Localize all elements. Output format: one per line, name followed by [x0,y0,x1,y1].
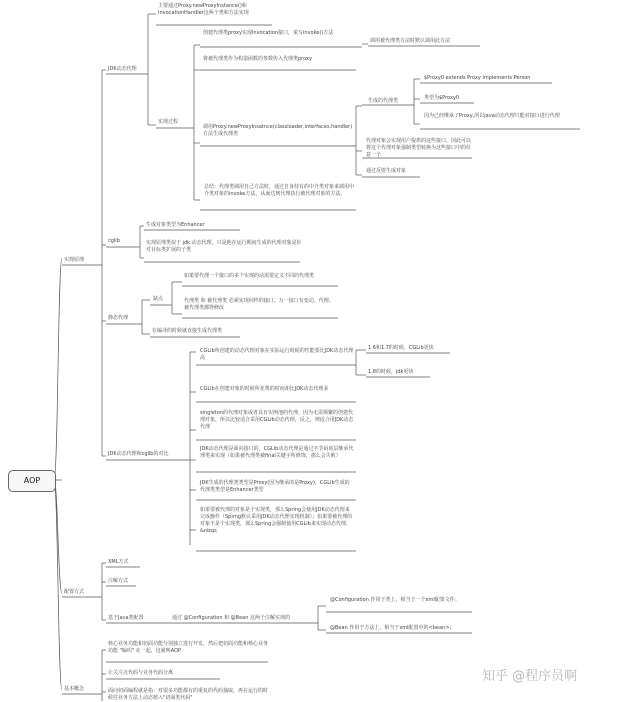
node-jdk-gen3[interactable]: 因为已经继承了Proxy,所以java动态代理只能对接口进行代理 [424,113,560,119]
node-config-xml[interactable]: XML方式 [108,559,129,565]
branch-implementation[interactable]: 实现原理 [64,257,85,263]
node-compare-c2[interactable]: CGLib在创建对象的时候所花费的时间却比JDK动态代理多 [200,386,329,392]
node-static-cons[interactable]: 缺点 [153,296,164,302]
node-compare-c4[interactable]: JDK动态代理是面向接口的，CGLib动态代理是通过字节码底层继承代理类来实现（如果被代理类被final关键字所修饰，那么会失败） [200,446,354,459]
node-jdk-step1-note[interactable]: 调用被代理类方法时默认调用此方法 [370,38,451,44]
node-config-j1[interactable]: @Configuration 作用于类上，相当于一个xml配置文件； [330,597,460,603]
watermark: 知乎 @程序员啊 [482,669,578,684]
node-jdk-proxy[interactable]: JDK动态代理 [108,66,137,72]
node-cglib[interactable]: cglib [108,238,120,244]
node-compare-c1[interactable]: CGLib所创建的动态代理对象在实际运行时候的性能要比JDK动态代理高 [200,348,354,361]
node-compare-c5[interactable]: JDK生成的代理类类型是Proxy(因为继承的是Proxy)，CGLib生成的代理类类型是Enhancer类型 [200,480,350,493]
node-jdk-step2[interactable]: 将被代理类作为构造函数的参数传入代理类proxy [203,56,312,62]
node-compare-c3[interactable]: singleton的代理对象或者具有实例池的代理，因为无需频繁的创建代理对象，所以比较适合采用CGLib动态代理，反之，则适合用JDK动态代理 [200,410,354,430]
node-jdk-pass[interactable]: 代理对象会实现用户提供的这些接口，因此可以将这个代理对象强制类型转换为这些接口中的任意一个 [366,138,472,158]
node-basic-b3[interactable]: 面向切面编程就是指：对很多功能都有的重复的代码抽取，再在运行的时候往业务方法上动态植入"切面类代码" [108,688,269,701]
node-config-java-note[interactable]: 通过 @Configuration 和 @Bean 这两个注解实现的 [172,615,291,621]
node-basic-b1[interactable]: 核心业务功能和切面功能分别独立进行开发，然后把切面功能和核心业务功能 "编织" 在一起，这就叫AOP [108,641,269,654]
node-config-j2[interactable]: @Bean 作用于方法上，相当于xml配置中的<bean>； [330,625,455,631]
node-jdk-summary[interactable]: 总结：代理类调用自己方法时，通过自身持有的中介类对象来调用中介类对象的invoke方法，从而达到代理执行被代理对象的方法。 [204,184,355,197]
node-cglib-b[interactable]: 实现原理类似于 jdk 动态代理，只是他在运行期间生成的代理对象是针对目标类扩展的子类 [146,240,302,253]
node-jdk-process[interactable]: 实现过程 [158,119,179,125]
node-compare-c6[interactable]: 如果要被代理的对象是个实现类，那么Spring会使用JDK动态代理来完成操作（Spirng默认采用JDK动态代理实现机制）；如果要被代理的对象不是个实现类，那么Spring会强制使用CGLib来实现动态代理。&nbsp; [200,507,353,534]
node-compare-c1a[interactable]: 1.6和1.7的时候，CGLib更快 [368,345,434,351]
node-config-annotation[interactable]: 注解方式 [108,578,129,584]
node-static-c2[interactable]: 代理类 和 被代理类 必须实现同样的接口，万一接口有变动，代理、被代理类都得修改 [184,298,334,311]
node-basic-b2[interactable]: 让关注点代码与业务代码分离 [108,670,174,676]
node-static-note[interactable]: 在编译的时候就直接生成代理类 [152,328,223,334]
node-jdk-reflect[interactable]: 通过反射生成对象 [366,168,407,174]
branch-config[interactable]: 配置方式 [64,589,85,595]
node-config-java[interactable]: 基于Java类配置 [108,615,144,621]
node-compare-c1b[interactable]: 1.8的时候，jdk更快 [368,369,414,375]
node-jdk-gen2[interactable]: 类型为$Proxy0 [424,95,460,101]
node-static-c1[interactable]: 如果要代理一个接口的多个实现的话需要定义不同的代理类 [184,273,315,279]
branch-basic[interactable]: 基本概念 [64,686,85,692]
node-static-proxy[interactable]: 静态代理 [108,315,129,321]
node-cglib-a[interactable]: 生成对象类型为Enhancer [146,222,205,228]
node-jdk-step1[interactable]: 创建代理类proxy实现Invocation接口，重写invoke()方法 [203,30,334,36]
node-jdk-gen1[interactable]: $Proxy0 extends Proxy implements Person [424,75,531,81]
node-jdk-step3[interactable]: 调用Proxy.newProxyInsatnce(classloader,interfaces,handler)方法生成代理类 [203,124,353,137]
root-node-aop[interactable]: AOP [8,470,56,492]
node-compare[interactable]: JDK动态代理和cglib的对比 [108,451,169,457]
node-jdk-generated[interactable]: 生成的代理类 [368,98,399,104]
node-jdk-intro[interactable]: 主要通过Proxy.newProxyInstance()和InvocationHandler这两个类和方法实现 [158,3,249,16]
